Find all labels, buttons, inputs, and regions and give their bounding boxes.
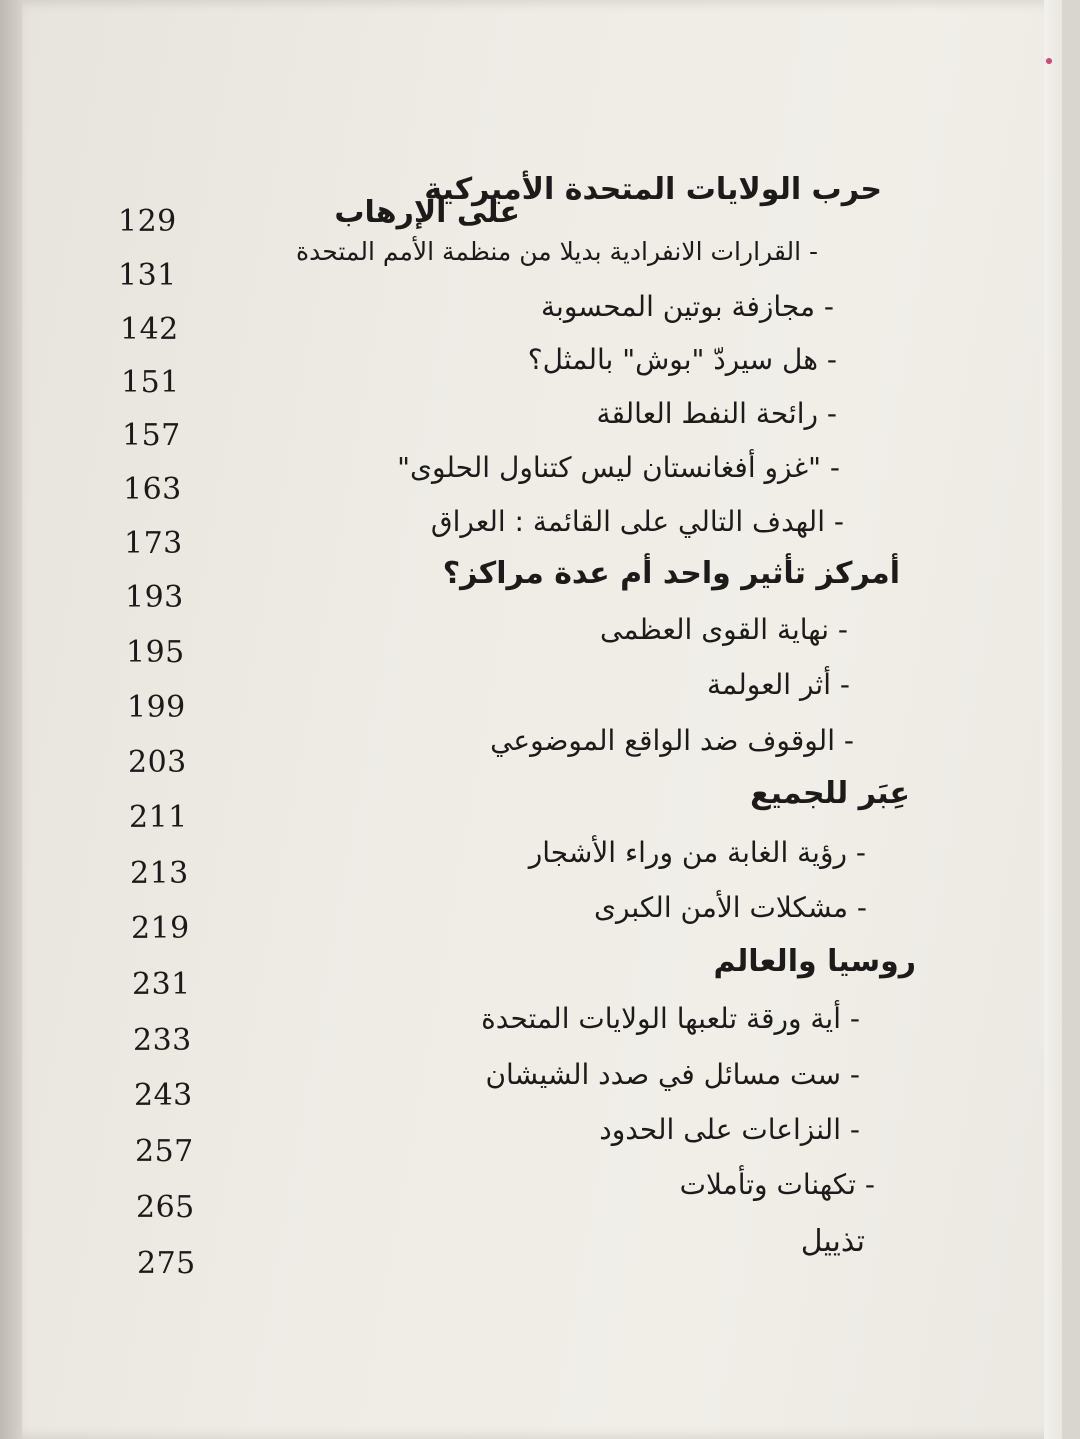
page-number: 157 bbox=[122, 418, 181, 453]
page-number: 257 bbox=[135, 1134, 194, 1169]
toc-heading: أمركز تأثير واحد أم عدة مراكز؟ bbox=[442, 556, 900, 591]
toc-subentry: - الهدف التالي على القائمة : العراق bbox=[430, 505, 844, 538]
page-number: 199 bbox=[127, 690, 186, 725]
page-number: 213 bbox=[130, 856, 189, 891]
page-number: 173 bbox=[124, 526, 183, 561]
page-number: 203 bbox=[128, 745, 187, 780]
page-number: 211 bbox=[129, 800, 188, 835]
page-number: 243 bbox=[134, 1078, 193, 1113]
page-number: 195 bbox=[126, 635, 185, 670]
page-number: 129 bbox=[118, 204, 177, 239]
toc-subentry: - ست مسائل في صدد الشيشان bbox=[485, 1058, 860, 1091]
page-number: 233 bbox=[133, 1023, 192, 1058]
toc-subentry: - أثر العولمة bbox=[707, 668, 850, 701]
toc-subentry: - القرارات الانفرادية بديلا من منظمة الأمم المتحدة bbox=[295, 237, 818, 266]
toc-subentry: - "غزو أفغانستان ليس كتناول الحلوى" bbox=[397, 451, 840, 484]
page-number: 142 bbox=[120, 312, 179, 347]
toc-heading: عِبَر للجميع bbox=[750, 776, 910, 811]
toc-heading: حرب الولايات المتحدة الأميركية bbox=[424, 172, 882, 207]
toc-subentry: - رائحة النفط العالقة bbox=[596, 397, 837, 430]
toc-subentry: - مشكلات الأمن الكبرى bbox=[594, 891, 867, 924]
toc-subentry: - الوقوف ضد الواقع الموضوعي bbox=[490, 724, 854, 757]
page-number: 275 bbox=[137, 1246, 196, 1281]
toc-heading: تذييل bbox=[800, 1224, 865, 1259]
toc-subentry: - هل سيردّ "بوش" بالمثل؟ bbox=[527, 343, 837, 376]
page-number: 193 bbox=[125, 580, 184, 615]
page-number: 163 bbox=[123, 472, 182, 507]
toc-heading: على الإرهاب bbox=[334, 195, 520, 230]
page-number: 231 bbox=[132, 967, 191, 1002]
page-number: 265 bbox=[136, 1190, 195, 1225]
page-number: 151 bbox=[121, 365, 180, 400]
toc-subentry: - رؤية الغابة من وراء الأشجار bbox=[528, 836, 866, 869]
page-number: 131 bbox=[118, 258, 177, 293]
toc-subentry: - مجازفة بوتين المحسوبة bbox=[541, 290, 834, 323]
toc-subentry: - النزاعات على الحدود bbox=[599, 1113, 860, 1146]
page-number: 219 bbox=[131, 911, 190, 946]
toc-subentry: - نهاية القوى العظمى bbox=[599, 613, 848, 646]
toc-heading: روسيا والعالم bbox=[713, 944, 916, 979]
toc-subentry: - أية ورقة تلعبها الولايات المتحدة bbox=[481, 1002, 860, 1035]
toc-subentry: - تكهنات وتأملات bbox=[679, 1168, 875, 1201]
